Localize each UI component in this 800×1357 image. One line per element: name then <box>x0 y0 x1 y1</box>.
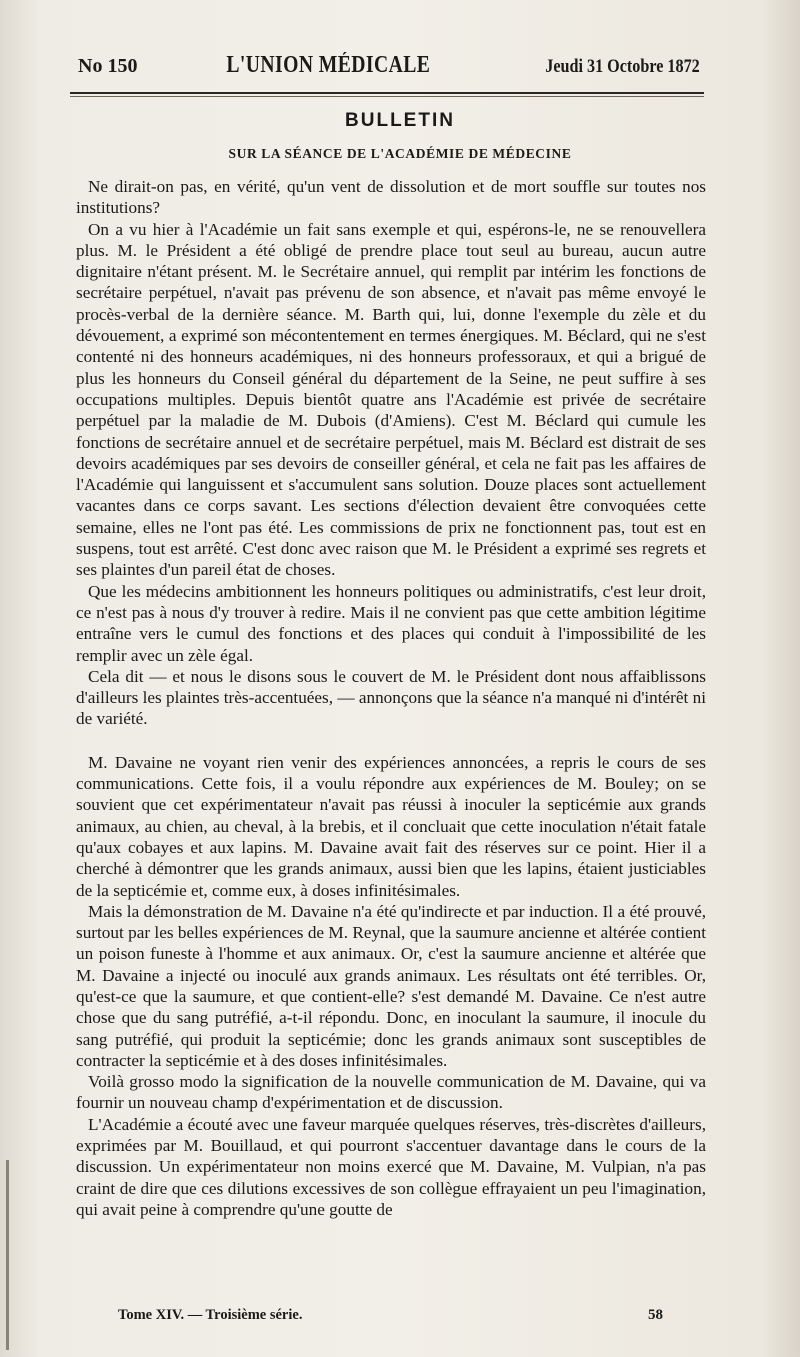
paragraph: M. Davaine ne voyant rien venir des expériences annoncées, a repris le cours de ses communications. Cette fois, il a voulu répondre aux expériences de M. Bouley; on se souvient que cet expérimentateur n'avait pas réussi à inoculer la septicémie aux grands animaux, au chien, au cheval, à la brebis, et il concluait que cette inoculation n'était fatale qu'aux cobayes et aux lapins. M. Davaine avait fait des réserves sur ce point. Hier il a cherché à démontrer que les grands animaux, aussi bien que les lapins, étaient justiciables de la septicémie et, comme eux, à doses infinitésimales. <box>76 752 706 900</box>
article-body <box>76 176 706 1220</box>
paragraph: Voilà grosso modo la signification de la nouvelle communication de M. Davaine, qui va fournir un nouveau champ d'expérimentation et de discussion. <box>76 1072 706 1113</box>
issue-date: Jeudi 31 Octobre 1872 <box>545 56 700 77</box>
binding-edge <box>6 1160 9 1350</box>
paragraph: Cela dit — et nous le disons sous le couvert de M. le Président dont nous affaiblissons d'ailleurs les plaintes très-accentuées, — annonçons que la séance n'a manqué ni d'intérêt ni de variété. <box>76 666 706 729</box>
page-footer <box>118 1307 663 1329</box>
paragraph: Que les médecins ambitionnent les honneurs politiques ou administratifs, c'est leur droit, ce n'est pas à nous d'y trouver à redire. Mais il ne convient pas que cette ambition légitime entraîne vers le cumul des fonctions et des places qui conduit à l'impossibilité de les remplir avec un zèle égal. <box>76 581 706 665</box>
header-rule <box>70 92 704 94</box>
paragraph: Ne dirait-on pas, en vérité, qu'un vent de dissolution et de mort souffle sur toutes nos institutions? <box>76 177 706 218</box>
paragraph: Mais la démonstration de M. Davaine n'a été qu'indirecte et par induction. Il a été prouvé, surtout par les belles expériences de M. Reynal, que la saumure ancienne et altérée contient un poison funeste à l'homme et aux animaux. Or, c'est la saumure ancienne et altérée que M. Davaine a injecté ou inoculé aux grands animaux. Les résultats ont été terribles. Or, qu'est-ce que la saumure, et que contient-elle? s'est demandé M. Davaine. Ce n'est autre chose que du sang putréfié, a-t-il répondu. Donc, en inoculant la saumure, il inocule du sang putréfié, qui produit la septicémie; donc les grands animaux sont susceptibles de contracter la septicémie et à des doses infinitésimales. <box>76 901 706 1070</box>
page-number: 58 <box>648 1307 663 1323</box>
issue-number: No 150 <box>78 55 138 77</box>
paragraph: L'Académie a écouté avec une faveur marquée quelques réserves, très-discrètes d'ailleurs, exprimées par M. Bouillaud, et qui pourront s'accentuer davantage dans le cours de la discussion. Un expérimentateur non moins exercé que M. Davaine, M. Vulpian, n'a pas craint de dire que ces dilutions excessives de son collègue effrayaient un peu l'imagination, qui avait peine à comprendre qu'une goutte de <box>76 1114 706 1219</box>
section-title: BULLETIN <box>345 110 455 131</box>
header-rule-thin <box>70 96 704 97</box>
tome-label: Tome XIV. — Troisième série. <box>118 1307 303 1323</box>
journal-title: L'UNION MÉDICALE <box>225 52 430 78</box>
page-header <box>78 52 700 86</box>
paragraph: On a vu hier à l'Académie un fait sans exemple et qui, espérons-le, ne se renouvellera plus. M. le Président a été obligé de prendre place tout seul au bureau, aucun autre dignitaire n'étant présent. M. le Secrétaire annuel, qui remplit par intérim les fonctions de secrétaire perpétuel, n'avait pas prévenu de son absence, et n'avait pas même envoyé le procès-verbal de la dernière séance. M. Barth qui, lui, donne l'exemple du zèle et du dévouement, a exprimé son mécontentement en termes énergiques. M. Béclard, qui ne s'est contenté ni des honneurs académiques, ni des honneurs professoraux, et qui a brigué de plus les honneurs du Conseil général du département de la Seine, ne peut suffire à ses occupations multiples. Depuis bientôt quatre ans l'Académie est privée de secrétaire perpétuel par la maladie de M. Dubois (d'Amiens). C'est M. Béclard qui cumule les fonctions de secrétaire annuel et de secrétaire perpétuel, mais M. Béclard est distrait de ses devoirs académiques par ses devoirs de conseiller général, et cela ne fait pas les affaires de l'Académie qui languissent et s'accumulent sans solution. Douze places sont actuellement vacantes dans ce corps savant. Les sections d'élection devaient être convoquées cette semaine, elles ne l'ont pas été. Les commissions de prix ne fonctionnent pas, tout est en suspens, tout est arrêté. C'est donc avec raison que M. le Président a exprimé ses regrets et ses plaintes d'un pareil état de choses. <box>76 219 706 580</box>
section-subtitle: SUR LA SÉANCE DE L'ACADÉMIE DE MÉDECINE <box>228 146 572 161</box>
